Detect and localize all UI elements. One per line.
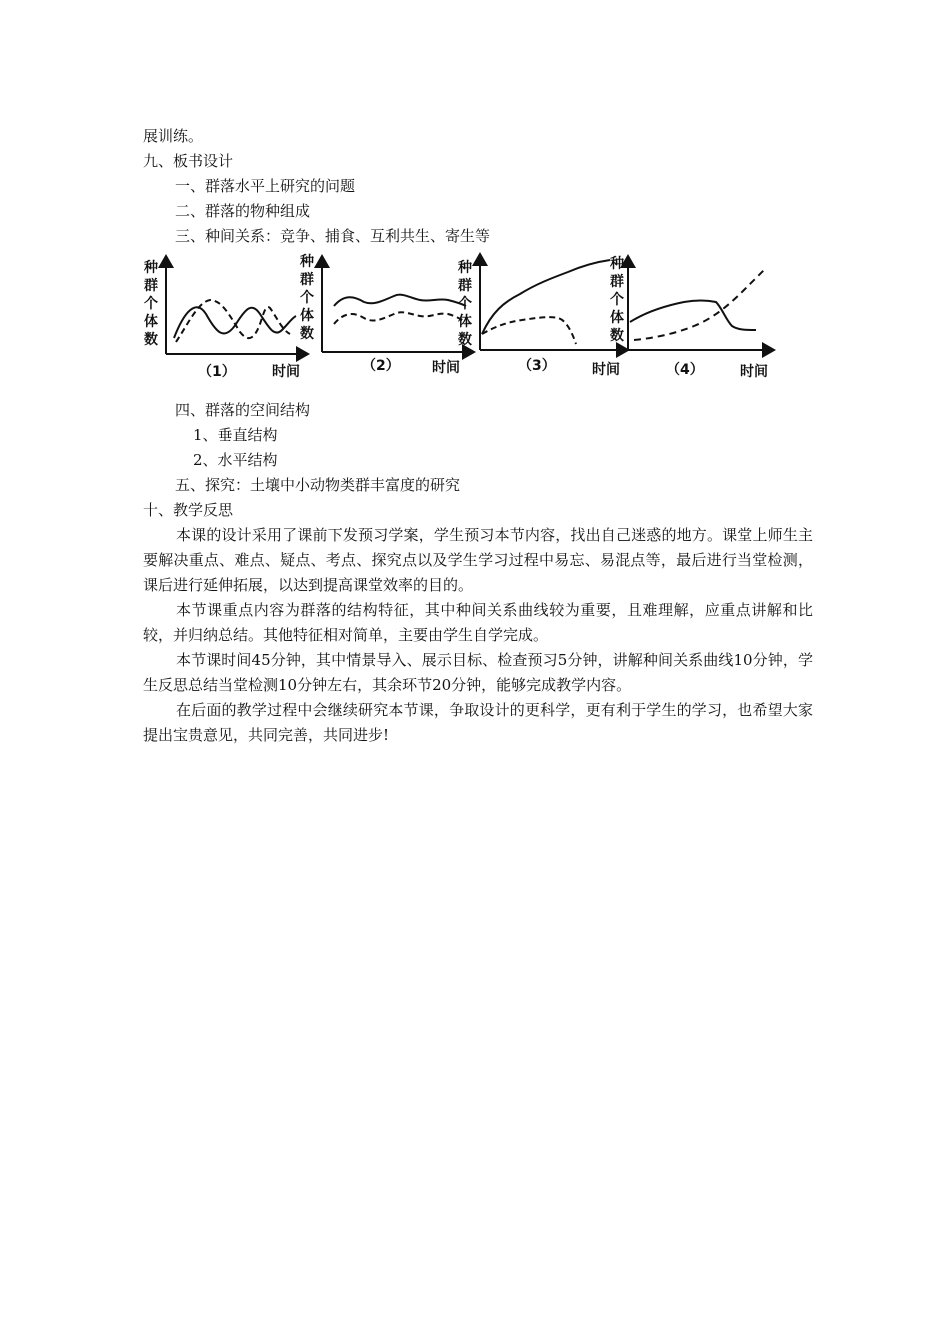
panel-2-label: （2） [362, 358, 400, 374]
panel-2-ylabel-3: 个 [300, 290, 314, 306]
panel-4-ylabel-2: 群 [610, 274, 624, 290]
board-item-4: 四、群落的空间结构 [175, 401, 311, 419]
panel-4-ylabel-3: 个 [610, 292, 624, 308]
board-item-1: 一、群落水平上研究的问题 [175, 177, 356, 195]
panel-4-xlabel: 时间 [740, 364, 768, 380]
panel-1-xlabel: 时间 [272, 364, 300, 380]
reflection-paragraph-1: 本课的设计采用了课前下发预习学案，学生预习本节内容，找出自己迷惑的地方。课堂上师生主要解决重点、难点、疑点、考点、探究点以及学生学习过程中易忘、易混点等，最后进行当堂检测，课后进行延伸拓展，以达到提高课堂效率的目的。 [143, 526, 813, 594]
panel-4-ylabel-5: 数 [610, 328, 624, 344]
panel-2-xlabel: 时间 [432, 360, 460, 376]
board-item-5: 五、探究：土壤中小动物类群丰富度的研究 [175, 476, 461, 494]
panel-1-label: （1） [198, 364, 236, 380]
panel-1-ylabel-4: 体 [144, 314, 158, 330]
board-item-3: 三、种间关系：竞争、捕食、互利共生、寄生等 [175, 227, 491, 245]
panel-2-species-b-curve [334, 312, 466, 324]
panel-1-predator-curve [176, 300, 290, 342]
panel-3-ylabel-1: 种 [458, 260, 472, 276]
reflection-paragraph-4: 在后面的教学过程中会继续研究本节课，争取设计的更科学，更有利于学生的学习，也希望大家提出宝贵意见，共同完善，共同进步! [143, 701, 813, 744]
relationship-curves-svg [140, 250, 780, 385]
board-item-2: 二、群落的物种组成 [175, 202, 311, 220]
panel-1-ylabel-1: 种 [144, 260, 158, 276]
panel-3-ylabel-4: 体 [458, 314, 472, 330]
panel-4-parasitism [609, 255, 774, 380]
panel-2-ylabel-5: 数 [300, 326, 314, 342]
panel-3-competition [457, 254, 628, 378]
panel-2-species-a-curve [334, 295, 466, 306]
board-sub-item-2: 2、水平结构 [193, 451, 278, 469]
panel-3-winner-curve [482, 260, 610, 334]
panel-1-ylabel-5: 数 [144, 332, 158, 348]
panel-1-ylabel-3: 个 [144, 296, 158, 312]
reflection-paragraph-2: 本节课重点内容为群落的结构特征，其中种间关系曲线较为重要，且难理解，应重点讲解和比较，并归纳总结。其他特征相对简单，主要由学生自学完成。 [143, 601, 813, 644]
panel-2-mutualism [299, 253, 474, 376]
panel-1-predation [143, 256, 308, 380]
interspecific-relationship-figure [140, 250, 780, 385]
panel-3-ylabel-3: 个 [458, 296, 472, 312]
section-9-heading: 九、板书设计 [143, 152, 234, 170]
section-10-heading: 十、教学反思 [143, 501, 234, 519]
panel-2-ylabel-4: 体 [300, 308, 314, 324]
panel-3-ylabel-2: 群 [458, 278, 472, 294]
panel-2-ylabel-1: 种 [300, 254, 314, 270]
panel-3-ylabel-5: 数 [458, 332, 472, 348]
panel-4-label: （4） [666, 362, 704, 378]
panel-4-ylabel-1: 种 [610, 256, 624, 272]
panel-3-loser-curve [482, 317, 576, 344]
board-sub-item-1: 1、垂直结构 [193, 426, 278, 444]
reflection-paragraph-3: 本节课时间45分钟，其中情景导入、展示目标、检查预习5分钟，讲解种间关系曲线10分钟，学生反思总结当堂检测10分钟左右，其余环节20分钟，能够完成教学内容。 [143, 651, 813, 694]
panel-4-ylabel-4: 体 [610, 310, 624, 326]
panel-3-xlabel: 时间 [592, 362, 620, 378]
panel-1-ylabel-2: 群 [144, 278, 158, 294]
panel-2-ylabel-2: 群 [300, 272, 314, 288]
continued-text: 展训练。 [143, 127, 204, 145]
panel-3-label: （3） [518, 358, 556, 374]
